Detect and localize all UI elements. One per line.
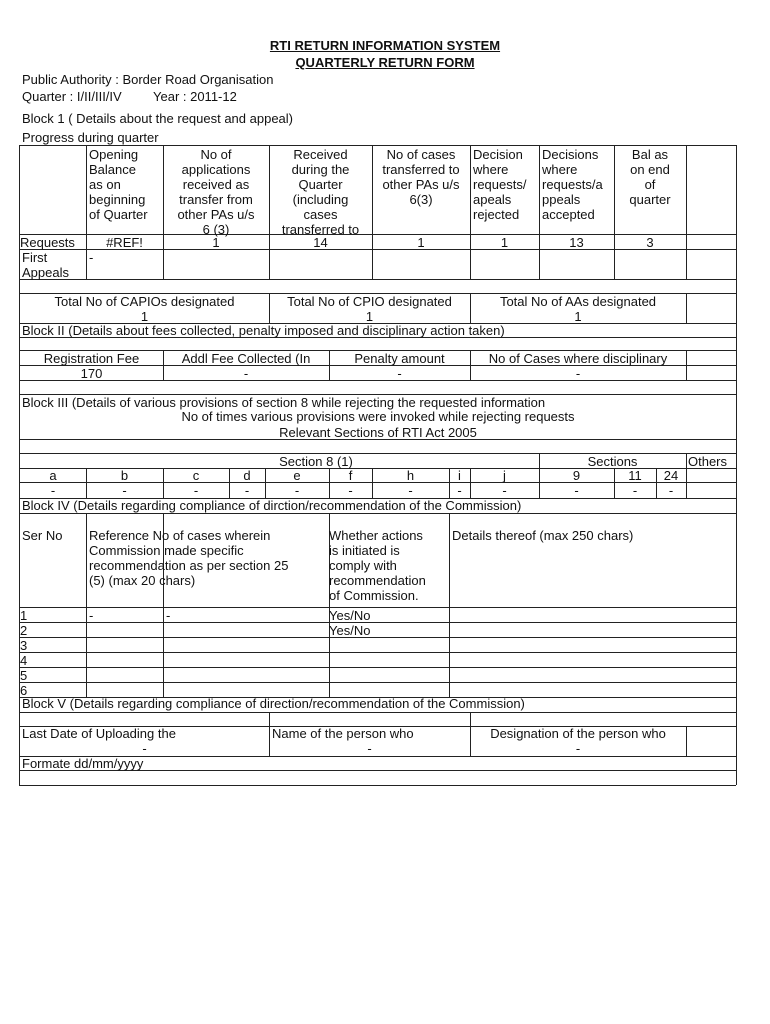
section-val-10: - bbox=[632, 483, 638, 498]
grid-hline bbox=[19, 279, 736, 280]
block5-title: Block V (Details regarding compliance of direction/recommendation of the Commission) bbox=[22, 696, 525, 711]
section-col-2: c bbox=[192, 468, 200, 483]
quarter-label: Quarter : I/II/III/IV bbox=[22, 89, 122, 104]
section-val-11: - bbox=[668, 483, 674, 498]
section-val-0: - bbox=[50, 483, 56, 498]
requests-accepted: 13 bbox=[569, 235, 584, 250]
requests-balance: 3 bbox=[646, 235, 654, 250]
grid-hline bbox=[19, 667, 736, 668]
section-val-6: - bbox=[408, 483, 413, 498]
addl-fee-value: - bbox=[243, 366, 249, 381]
ser-row-3: 3 bbox=[20, 638, 28, 653]
name-person-label: Name of the person who bbox=[272, 726, 414, 741]
disciplinary-label: No of Cases where disciplinary bbox=[488, 351, 668, 366]
section-col-7: i bbox=[458, 468, 461, 483]
row1-reference-2: - bbox=[166, 608, 171, 623]
block3-title: Block III (Details of various provisions of section 8 while rejecting the requested information bbox=[22, 395, 546, 410]
others-label: Others bbox=[688, 454, 728, 469]
grid-vline bbox=[86, 145, 87, 279]
grid-vline bbox=[86, 513, 87, 697]
ser-row-1: 1 bbox=[20, 608, 28, 623]
header-received-transfer: No of applications received as transfer from other PAs u/s 6 (3) bbox=[177, 147, 255, 237]
last-date-label: Last Date of Uploading the bbox=[22, 726, 176, 741]
form-title: RTI RETURN INFORMATION SYSTEM bbox=[269, 38, 501, 53]
aa-value: 1 bbox=[574, 309, 582, 324]
requests-transferred: 1 bbox=[417, 235, 425, 250]
header-rejected: Decision where requests/ apeals rejected bbox=[473, 147, 527, 222]
last-date-value: - bbox=[142, 741, 147, 756]
grid-vline bbox=[686, 453, 687, 498]
header-received-quarter: Received during the Quarter (including cases transferred to bbox=[281, 147, 360, 237]
grid-vline bbox=[686, 350, 687, 380]
capio-value: 1 bbox=[140, 309, 149, 324]
requests-transfer: 1 bbox=[212, 235, 220, 250]
section-col-10: 11 bbox=[628, 468, 642, 483]
disciplinary-value: - bbox=[575, 366, 581, 381]
cpio-label: Total No of CPIO designated bbox=[287, 294, 452, 309]
cpio-value: 1 bbox=[365, 309, 374, 324]
header-accepted: Decisions where requests/a ppeals accepted bbox=[542, 147, 603, 222]
name-person-value: - bbox=[367, 741, 372, 756]
section-col-4: e bbox=[293, 468, 301, 483]
section-col-11: 24 bbox=[663, 468, 679, 483]
grid-hline bbox=[19, 622, 736, 623]
designation-value: - bbox=[575, 741, 581, 756]
grid-hline bbox=[19, 607, 736, 608]
grid-vline bbox=[686, 293, 687, 323]
grid-hline bbox=[19, 145, 736, 146]
block1-progress: Progress during quarter bbox=[22, 130, 159, 145]
section-val-3: - bbox=[244, 483, 250, 498]
header-balance-end: Bal as on end of quarter bbox=[629, 147, 671, 207]
block2-title: Block II (Details about fees collected, penalty imposed and disciplinary action taken) bbox=[22, 323, 505, 338]
block1-title: Block 1 ( Details about the request and appeal) bbox=[22, 111, 294, 126]
section-val-8: - bbox=[502, 483, 507, 498]
grid-hline bbox=[19, 712, 736, 713]
form-subtitle: QUARTERLY RETURN FORM bbox=[295, 55, 475, 70]
aa-label: Total No of AAs designated bbox=[499, 294, 657, 309]
grid-vline bbox=[449, 513, 450, 697]
row1-yesno: Yes/No bbox=[329, 608, 371, 623]
first-appeals-label: First Appeals bbox=[22, 250, 69, 280]
whether-header: Whether actions is initiated is comply with recommendation of Commission. bbox=[329, 528, 426, 603]
section-val-9: - bbox=[574, 483, 579, 498]
row2-yesno: Yes/No bbox=[329, 623, 371, 638]
grid-vline bbox=[470, 145, 471, 279]
public-authority: Public Authority : Border Road Organisation bbox=[22, 72, 274, 87]
designation-label: Designation of the person who bbox=[490, 726, 666, 741]
registration-fee-label: Registration Fee bbox=[43, 351, 140, 366]
capio-label: Total No of CAPIOs designated bbox=[54, 294, 235, 309]
requests-opening: #REF! bbox=[106, 235, 143, 250]
section-col-0: a bbox=[49, 468, 57, 483]
requests-rejected: 1 bbox=[500, 235, 509, 250]
grid-vline bbox=[736, 145, 737, 785]
grid-hline bbox=[19, 637, 736, 638]
year-label: Year : 2011-12 bbox=[153, 89, 237, 104]
penalty-value: - bbox=[397, 366, 402, 381]
header-transferred: No of cases transferred to other PAs u/s 6(3) bbox=[382, 147, 460, 207]
section-col-6: h bbox=[406, 468, 415, 483]
section-val-4: - bbox=[294, 483, 300, 498]
registration-fee-value: 170 bbox=[80, 366, 103, 381]
ser-row-2: 2 bbox=[20, 623, 28, 638]
section-col-8: j bbox=[503, 468, 506, 483]
grid-hline bbox=[19, 652, 736, 653]
section-val-5: - bbox=[348, 483, 353, 498]
grid-hline bbox=[19, 513, 736, 514]
section-val-7: - bbox=[457, 483, 462, 498]
addl-fee-label: Addl Fee Collected (In bbox=[181, 351, 311, 366]
ser-row-4: 4 bbox=[20, 653, 28, 668]
requests-label: Requests bbox=[20, 235, 75, 250]
penalty-label: Penalty amount bbox=[354, 351, 445, 366]
date-format-label: Formate dd/mm/yyyy bbox=[22, 756, 144, 771]
section-col-3: d bbox=[243, 468, 251, 483]
section-col-1: b bbox=[120, 468, 129, 483]
section-col-5: f bbox=[348, 468, 353, 483]
grid-hline bbox=[19, 785, 736, 786]
section-col-9: 9 bbox=[572, 468, 581, 483]
header-opening-balance: Opening Balance as on beginning of Quarter bbox=[89, 147, 148, 222]
section8-label: Section 8 (1) bbox=[279, 454, 353, 469]
reference-header: Reference No of cases wherein Commission made specific recommendation as per section 25 (5) (max 20 chars) bbox=[89, 528, 289, 588]
block3-invoked: No of times various provisions were invoked while rejecting requests bbox=[181, 409, 575, 424]
grid-vline bbox=[686, 145, 687, 279]
block4-title: Block IV (Details regarding compliance of dirction/recommendation of the Commission) bbox=[22, 498, 522, 513]
grid-vline bbox=[539, 145, 540, 279]
sections-label: Sections bbox=[587, 454, 638, 469]
ser-row-6: 6 bbox=[20, 683, 28, 698]
grid-vline bbox=[686, 726, 687, 756]
ser-row-5: 5 bbox=[20, 668, 28, 683]
row1-reference: - bbox=[89, 608, 94, 623]
section-val-1: - bbox=[122, 483, 127, 498]
grid-hline bbox=[19, 682, 736, 683]
first-appeals-value: - bbox=[89, 250, 94, 265]
ser-no-header: Ser No bbox=[22, 528, 63, 543]
details-header: Details thereof (max 250 chars) bbox=[452, 528, 634, 543]
section-val-2: - bbox=[193, 483, 199, 498]
block3-relevant: Relevant Sections of RTI Act 2005 bbox=[279, 425, 477, 440]
requests-received: 14 bbox=[313, 235, 328, 250]
